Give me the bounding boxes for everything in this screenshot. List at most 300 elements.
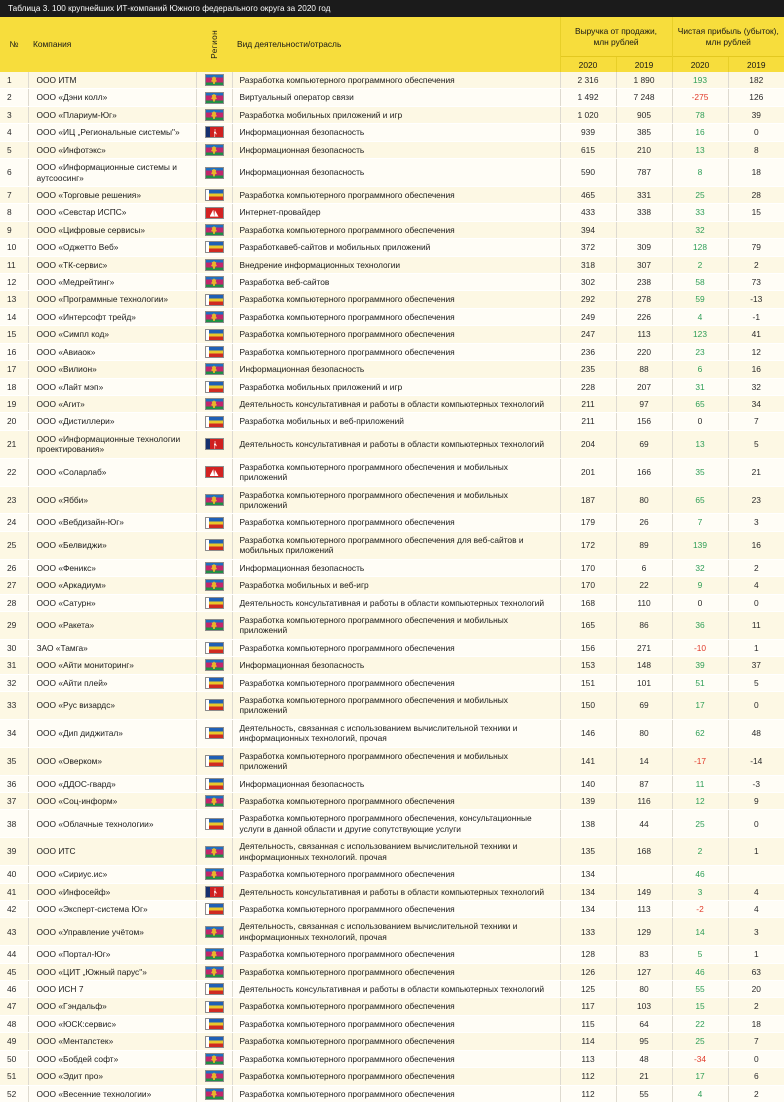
activity-description: Разработка компьютерного программного обеспечения и мобильных приложений (232, 747, 560, 775)
region-cell (196, 486, 232, 514)
company-name: ООО «Оджетто Веб» (28, 239, 196, 256)
table-row[interactable] (0, 792, 784, 809)
table-row[interactable] (0, 531, 784, 559)
region-cell (196, 1068, 232, 1085)
profit-2019: 0 (728, 594, 784, 611)
profit-2019: 39 (728, 106, 784, 123)
revenue-2019: 44 (616, 810, 672, 838)
row-number: 42 (0, 900, 28, 917)
table-row[interactable] (0, 981, 784, 998)
activity-description: Деятельность, связанная с использованием вычислительной техники и информационных технологий. прочая (232, 838, 560, 866)
profit-2019: 2 (728, 559, 784, 576)
revenue-group-text (561, 24, 672, 49)
activity-description: Виртуальный оператор связи (232, 89, 560, 106)
flag-krasnodar-icon (205, 966, 224, 978)
flag-krasnodar-icon (205, 619, 224, 631)
revenue-2020: 433 (560, 204, 616, 221)
activity-description: Информационная безопасность (232, 124, 560, 141)
flag-volgograd-icon (205, 126, 224, 138)
revenue-2020: 302 (560, 274, 616, 291)
table-row[interactable] (0, 204, 784, 221)
profit-group-line2: млн рублей (705, 36, 751, 47)
table-row[interactable] (0, 674, 784, 691)
profit-2020: 6 (672, 361, 728, 378)
row-number: 45 (0, 963, 28, 980)
profit-2020: 14 (672, 918, 728, 946)
revenue-2020: 117 (560, 998, 616, 1015)
table-row[interactable] (0, 866, 784, 883)
table-row[interactable] (0, 141, 784, 158)
flag-rostov-icon (205, 983, 224, 995)
company-name: ООО «Гэндальф» (28, 998, 196, 1015)
region-cell (196, 124, 232, 141)
company-name: ООО «Бобдей софт» (28, 1050, 196, 1067)
company-name: ООО «Вилион» (28, 361, 196, 378)
activity-description: Разработка компьютерного программного обеспечения для веб-сайтов и мобильных приложений (232, 531, 560, 559)
activity-description: Разработка компьютерного программного обеспечения (232, 946, 560, 963)
profit-2019: 5 (728, 430, 784, 458)
profit-2019: 34 (728, 396, 784, 413)
region-cell (196, 1050, 232, 1067)
table-row[interactable] (0, 274, 784, 291)
revenue-2019: 1 890 (616, 72, 672, 89)
table-row[interactable] (0, 692, 784, 720)
table-row[interactable] (0, 124, 784, 141)
profit-2020: -34 (672, 1050, 728, 1067)
profit-2020: 17 (672, 1068, 728, 1085)
region-cell (196, 531, 232, 559)
activity-description: Деятельность консультативная и работы в области компьютерных технологий (232, 594, 560, 611)
table-row[interactable] (0, 186, 784, 203)
profit-2020: 4 (672, 1085, 728, 1102)
table-caption: Таблица 3. 100 крупнейших ИТ-компаний Южного федерального округа за 2020 год (0, 0, 784, 17)
company-name: ЗАО «Тамга» (28, 639, 196, 656)
company-name: ООО «Портал-Юг» (28, 946, 196, 963)
company-name: ООО «Ракета» (28, 611, 196, 639)
revenue-2020: 939 (560, 124, 616, 141)
row-number: 21 (0, 430, 28, 458)
company-name: ООО «Аркадиум» (28, 577, 196, 594)
col-header-number (0, 17, 28, 72)
region-cell (196, 981, 232, 998)
profit-2020: 16 (672, 124, 728, 141)
revenue-group-line1: Выручка от продажи, (575, 26, 658, 36)
company-name: ООО «Айти плей» (28, 674, 196, 691)
flag-rostov-icon (205, 517, 224, 529)
revenue-2019: 207 (616, 378, 672, 395)
revenue-2019: 149 (616, 883, 672, 900)
company-name: ООО «Инфосейф» (28, 883, 196, 900)
col-header-profit-2019: 2019 (728, 57, 784, 73)
table-row[interactable] (0, 413, 784, 430)
table-row[interactable] (0, 1015, 784, 1032)
row-number: 22 (0, 458, 28, 486)
table-row[interactable] (0, 1050, 784, 1067)
region-cell (196, 639, 232, 656)
company-name: ООО «Дип диджитал» (28, 719, 196, 747)
activity-description: Разработка компьютерного программного обеспечения (232, 186, 560, 203)
flag-krasnodar-icon (205, 795, 224, 807)
table-row[interactable] (0, 946, 784, 963)
activity-description: Разработка компьютерного программного обеспечения (232, 998, 560, 1015)
profit-2019: -1 (728, 308, 784, 325)
region-cell (196, 72, 232, 89)
revenue-2020: 113 (560, 1050, 616, 1067)
revenue-2019: 148 (616, 657, 672, 674)
table-row[interactable] (0, 308, 784, 325)
row-number: 43 (0, 918, 28, 946)
company-name: ООО «Медрейтинг» (28, 274, 196, 291)
profit-2019: 0 (728, 810, 784, 838)
revenue-2019: 83 (616, 946, 672, 963)
col-header-company (28, 17, 196, 72)
profit-2020: 4 (672, 308, 728, 325)
profit-2020: 0 (672, 594, 728, 611)
profit-2020: 2 (672, 838, 728, 866)
table-row[interactable] (0, 1033, 784, 1050)
profit-2019: 3 (728, 514, 784, 531)
profit-2019: 20 (728, 981, 784, 998)
header-row-main (0, 17, 784, 57)
revenue-2020: 201 (560, 458, 616, 486)
profit-2019 (728, 221, 784, 238)
revenue-2019: 6 (616, 559, 672, 576)
table-row[interactable] (0, 883, 784, 900)
profit-2019: 16 (728, 531, 784, 559)
table-row[interactable] (0, 256, 784, 273)
revenue-2020: 151 (560, 674, 616, 691)
table-row[interactable] (0, 1068, 784, 1085)
revenue-2020: 292 (560, 291, 616, 308)
activity-description: Разработка компьютерного программного обеспечения (232, 326, 560, 343)
profit-2020: 46 (672, 866, 728, 883)
table-row[interactable] (0, 89, 784, 106)
company-name: ООО «ЦИТ „Южный парус"» (28, 963, 196, 980)
revenue-2020: 394 (560, 221, 616, 238)
profit-2020: 36 (672, 611, 728, 639)
company-name: ООО «Интерсофт трейд» (28, 308, 196, 325)
company-name: ООО «Айти мониторинг» (28, 657, 196, 674)
profit-2020: -275 (672, 89, 728, 106)
company-name: ООО «Симпл код» (28, 326, 196, 343)
table-row[interactable] (0, 998, 784, 1015)
col-header-revenue-group (560, 17, 672, 57)
activity-description: Разработка компьютерного программного обеспечения (232, 343, 560, 360)
revenue-2020: 170 (560, 559, 616, 576)
profit-2019: 7 (728, 413, 784, 430)
profit-2020: 17 (672, 692, 728, 720)
flag-krasnodar-icon (205, 562, 224, 574)
region-cell (196, 396, 232, 413)
profit-2019: 15 (728, 204, 784, 221)
flag-krasnodar-icon (205, 948, 224, 960)
company-name: ООО «ЮСК:сервис» (28, 1015, 196, 1032)
table-row[interactable] (0, 838, 784, 866)
row-number: 50 (0, 1050, 28, 1067)
region-cell (196, 611, 232, 639)
row-number: 32 (0, 674, 28, 691)
table-row[interactable] (0, 486, 784, 514)
profit-2020: 55 (672, 981, 728, 998)
company-name: ООО «Сириус.ис» (28, 866, 196, 883)
flag-krasnodar-icon (205, 311, 224, 323)
profit-2020: 33 (672, 204, 728, 221)
table-row[interactable] (0, 378, 784, 395)
profit-2019: -14 (728, 747, 784, 775)
flag-krasnodar-icon (205, 926, 224, 938)
company-name: ООО «Ябби» (28, 486, 196, 514)
revenue-2020: 187 (560, 486, 616, 514)
revenue-2019: 21 (616, 1068, 672, 1085)
flag-krasnodar-icon (205, 363, 224, 375)
table-row[interactable] (0, 594, 784, 611)
profit-2020: 39 (672, 657, 728, 674)
activity-description: Разработка компьютерного программного обеспечения (232, 1033, 560, 1050)
flag-rostov-icon (205, 597, 224, 609)
row-number: 13 (0, 291, 28, 308)
revenue-2019: 385 (616, 124, 672, 141)
row-number: 25 (0, 531, 28, 559)
region-cell (196, 810, 232, 838)
profit-2019: -13 (728, 291, 784, 308)
region-cell (196, 577, 232, 594)
table-row[interactable] (0, 747, 784, 775)
flag-volgograd-icon (205, 438, 224, 450)
revenue-2020: 141 (560, 747, 616, 775)
table-row[interactable] (0, 657, 784, 674)
col-header-activity (232, 17, 560, 72)
region-cell (196, 998, 232, 1015)
flag-krasnodar-icon (205, 276, 224, 288)
profit-2020: 9 (672, 577, 728, 594)
activity-description: Разработка компьютерного программного обеспечения (232, 72, 560, 89)
row-number: 41 (0, 883, 28, 900)
table-row[interactable] (0, 458, 784, 486)
profit-2020: 0 (672, 413, 728, 430)
flag-rostov-icon (205, 1001, 224, 1013)
row-number: 4 (0, 124, 28, 141)
activity-description: Информационная безопасность (232, 159, 560, 187)
revenue-2019: 220 (616, 343, 672, 360)
table-row[interactable] (0, 326, 784, 343)
row-number: 48 (0, 1015, 28, 1032)
table-row[interactable] (0, 639, 784, 656)
col-header-number-label: № (9, 39, 19, 50)
row-number: 23 (0, 486, 28, 514)
company-name: ООО «Соларлаб» (28, 458, 196, 486)
row-number: 28 (0, 594, 28, 611)
activity-description: Разработка компьютерного программного обеспечения (232, 1085, 560, 1102)
revenue-2020: 112 (560, 1085, 616, 1102)
table-row[interactable] (0, 963, 784, 980)
region-cell (196, 274, 232, 291)
profit-2020: 5 (672, 946, 728, 963)
table-row[interactable] (0, 159, 784, 187)
revenue-2020: 125 (560, 981, 616, 998)
table-row[interactable] (0, 514, 784, 531)
table-row[interactable] (0, 559, 784, 576)
flag-rostov-icon (205, 699, 224, 711)
revenue-2019: 129 (616, 918, 672, 946)
profit-2019: 8 (728, 141, 784, 158)
table-row[interactable] (0, 577, 784, 594)
profit-2019: 3 (728, 918, 784, 946)
flag-krasnodar-icon (205, 579, 224, 591)
revenue-2020: 128 (560, 946, 616, 963)
row-number: 14 (0, 308, 28, 325)
flag-krasnodar-icon (205, 659, 224, 671)
flag-sevastopol-icon (205, 207, 224, 219)
revenue-2019: 113 (616, 326, 672, 343)
flag-krasnodar-icon (205, 109, 224, 121)
company-name: ООО «Весенние технологии» (28, 1085, 196, 1102)
table-row[interactable] (0, 361, 784, 378)
company-name: ООО «Севстар ИСПС» (28, 204, 196, 221)
profit-2019: 41 (728, 326, 784, 343)
table-row[interactable] (0, 918, 784, 946)
activity-description: Деятельность консультативная и работы в области компьютерных технологий (232, 396, 560, 413)
region-cell (196, 89, 232, 106)
row-number: 37 (0, 792, 28, 809)
region-cell (196, 343, 232, 360)
revenue-2020: 1 492 (560, 89, 616, 106)
profit-2020: 65 (672, 486, 728, 514)
revenue-2020: 168 (560, 594, 616, 611)
region-cell (196, 221, 232, 238)
table-row[interactable] (0, 775, 784, 792)
profit-2019: 0 (728, 1050, 784, 1067)
profit-2020: 128 (672, 239, 728, 256)
revenue-2019: 238 (616, 274, 672, 291)
region-cell (196, 413, 232, 430)
row-number: 6 (0, 159, 28, 187)
flag-rostov-icon (205, 381, 224, 393)
revenue-2019 (616, 866, 672, 883)
table-header (0, 17, 784, 72)
revenue-2020: 247 (560, 326, 616, 343)
row-number: 34 (0, 719, 28, 747)
table-row[interactable] (0, 106, 784, 123)
table-row[interactable] (0, 291, 784, 308)
row-number: 39 (0, 838, 28, 866)
col-header-region (196, 17, 232, 72)
table-row[interactable] (0, 810, 784, 838)
activity-description: Разработка веб-сайтов (232, 274, 560, 291)
row-number: 15 (0, 326, 28, 343)
col-header-revenue-2020: 2020 (560, 57, 616, 73)
revenue-2019: 48 (616, 1050, 672, 1067)
company-name: ООО «ДДОС-гвард» (28, 775, 196, 792)
revenue-2020: 372 (560, 239, 616, 256)
revenue-2020: 134 (560, 900, 616, 917)
flag-rostov-icon (205, 677, 224, 689)
flag-krasnodar-icon (205, 398, 224, 410)
profit-2020: 46 (672, 963, 728, 980)
table-row[interactable] (0, 221, 784, 238)
profit-2020: 25 (672, 1033, 728, 1050)
profit-2020: 8 (672, 159, 728, 187)
revenue-2020: 170 (560, 577, 616, 594)
profit-2020: 32 (672, 221, 728, 238)
region-cell (196, 308, 232, 325)
activity-description: Разработка мобильных приложений и игр (232, 106, 560, 123)
table-row[interactable] (0, 72, 784, 89)
profit-group-line1: Чистая прибыль (убыток), (677, 26, 779, 36)
activity-description: Разработка компьютерного программного обеспечения (232, 866, 560, 883)
region-cell (196, 792, 232, 809)
flag-rostov-icon (205, 727, 224, 739)
flag-krasnodar-icon (205, 846, 224, 858)
revenue-2020: 114 (560, 1033, 616, 1050)
revenue-2019: 95 (616, 1033, 672, 1050)
table-row[interactable] (0, 430, 784, 458)
profit-2019: 0 (728, 124, 784, 141)
table-row[interactable] (0, 239, 784, 256)
company-name: ООО «Цифровые сервисы» (28, 221, 196, 238)
flag-krasnodar-icon (205, 224, 224, 236)
row-number: 26 (0, 559, 28, 576)
revenue-2019: 156 (616, 413, 672, 430)
profit-2020: 25 (672, 810, 728, 838)
profit-2019: 2 (728, 1085, 784, 1102)
table-row[interactable] (0, 611, 784, 639)
company-name: ООО «Программные технологии» (28, 291, 196, 308)
activity-description: Деятельность консультативная и работы в области компьютерных технологий (232, 883, 560, 900)
company-name: ООО «Дэни колл» (28, 89, 196, 106)
region-cell (196, 378, 232, 395)
row-number: 51 (0, 1068, 28, 1085)
revenue-2020: 134 (560, 883, 616, 900)
table-row[interactable] (0, 719, 784, 747)
revenue-2019: 80 (616, 719, 672, 747)
table-row[interactable] (0, 1085, 784, 1102)
activity-description: Разработка компьютерного программного обеспечения (232, 674, 560, 691)
profit-2019: 11 (728, 611, 784, 639)
region-cell (196, 1085, 232, 1102)
profit-2020: 12 (672, 792, 728, 809)
profit-2019: 37 (728, 657, 784, 674)
revenue-2020: 134 (560, 866, 616, 883)
table-row[interactable] (0, 343, 784, 360)
revenue-2019: 307 (616, 256, 672, 273)
region-cell (196, 291, 232, 308)
region-cell (196, 918, 232, 946)
row-number: 44 (0, 946, 28, 963)
profit-2019: 63 (728, 963, 784, 980)
profit-2019: 4 (728, 577, 784, 594)
profit-2020: 32 (672, 559, 728, 576)
table-row[interactable] (0, 396, 784, 413)
revenue-2019: 116 (616, 792, 672, 809)
company-name: ООО «Эксперт-система Юг» (28, 900, 196, 917)
row-number: 38 (0, 810, 28, 838)
row-number: 2 (0, 89, 28, 106)
company-name: ООО «Оверком» (28, 747, 196, 775)
region-cell (196, 692, 232, 720)
company-name: ООО «ТК-сервис» (28, 256, 196, 273)
flag-krasnodar-icon (205, 868, 224, 880)
company-name: ООО «Рус визардс» (28, 692, 196, 720)
profit-2019: 18 (728, 159, 784, 187)
revenue-2019: 22 (616, 577, 672, 594)
profit-2019: 48 (728, 719, 784, 747)
revenue-2019: 210 (616, 141, 672, 158)
row-number: 17 (0, 361, 28, 378)
table-row[interactable] (0, 900, 784, 917)
revenue-2019: 86 (616, 611, 672, 639)
profit-2020: 11 (672, 775, 728, 792)
row-number: 1 (0, 72, 28, 89)
